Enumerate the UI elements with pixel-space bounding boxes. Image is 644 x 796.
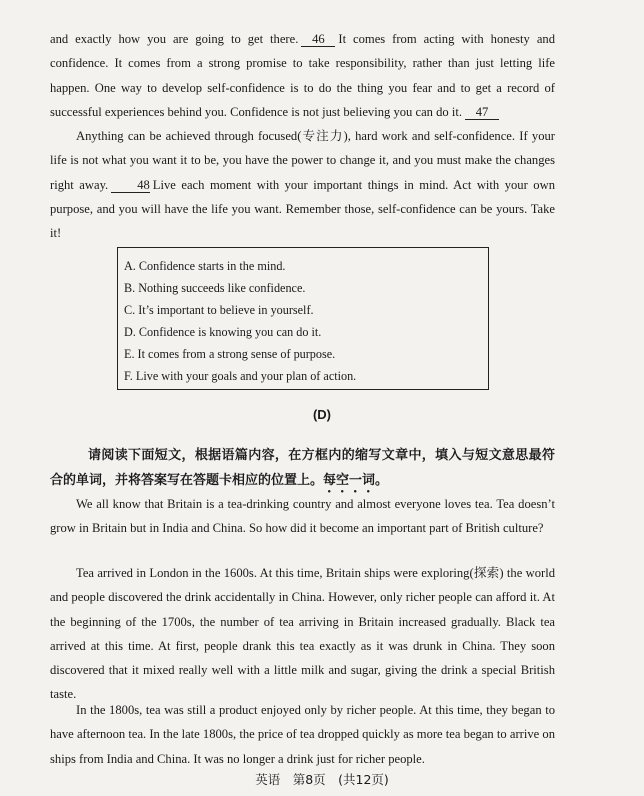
article-paragraph-1: We all know that Britain is a tea-drinking country and almost everyone loves tea. Tea doesn’t grow in Britain but in India and China. So how did it become an important part of British culture? bbox=[50, 497, 555, 536]
passage-paragraph-2 bbox=[50, 124, 555, 245]
options-box bbox=[117, 247, 489, 390]
blank-47: 47 bbox=[465, 106, 499, 120]
option-d: D. Confidence is knowing you can do it. bbox=[124, 325, 322, 339]
option-a: A. Confidence starts in the mind. bbox=[124, 259, 286, 273]
blank-46: 46 bbox=[301, 33, 335, 47]
passage-text: Live each moment with your important things in mind. Act with your own purpose, and you will have the life you want. Remember those, self-confidence can be yours. Take it! bbox=[50, 177, 555, 241]
instruction-emphasis: 每空一词 bbox=[323, 473, 376, 488]
passage-text: Anything can be achieved through focused(专注力), hard work and self-confidence. If your life is not what you want it to be, you have the power to change it, and you must make the changes right away. bbox=[50, 129, 555, 192]
option-c: C. It’s important to believe in yourself. bbox=[124, 303, 314, 317]
section-label: (D) bbox=[312, 407, 332, 422]
instruction-text: 请阅读下面短文，根据语篇内容，在方框内的缩写文章中，填入与短文意思最符合的单词，并将答案写在答题卡相应的位置上。 bbox=[50, 448, 555, 488]
article-paragraph-3: In the 1800s, tea was still a product enjoyed only by richer people. At this time, they began to have afternoon tea. In the late 1800s, the price of tea dropped quickly as more tea began to arrive on ships from India and China. It was no longer a drink just for richer people. bbox=[50, 703, 555, 766]
article-paragraph-2: Tea arrived in London in the 1600s. At this time, Britain ships were exploring(探索) the world and people discovered the drink accidentally in China. However, only richer people can afford it. At the beginning of the 1700s, the number of tea arriving in Britain increased gradually. Black tea arrived at this time. At first, people drank this tea exactly as it was drunk in China. They soon discovered that it mixed really well with a little milk and sugar, giving the drink a special British taste. bbox=[50, 566, 555, 702]
blank-48: 48 bbox=[111, 179, 150, 193]
option-b: B. Nothing succeeds like confidence. bbox=[124, 281, 306, 295]
passage-text: and exactly how you are going to get there. bbox=[50, 32, 299, 46]
passage-paragraph-1 bbox=[50, 27, 555, 124]
option-e: E. It comes from a strong sense of purpose. bbox=[124, 347, 336, 361]
page-footer: 英语 第8页 (共12页) bbox=[255, 772, 389, 787]
passage-text: It comes from acting with honesty and confidence. It comes from a strong promise to take responsibility, rather than just letting life happen. One way to develop self-confidence is to do the thing you fear and to get a record of successful experiences behind you. Confidence is not just believing you can do it. bbox=[50, 32, 556, 119]
instruction-end: 。 bbox=[375, 473, 389, 488]
instruction bbox=[50, 443, 555, 496]
option-f: F. Live with your goals and your plan of action. bbox=[124, 369, 357, 383]
